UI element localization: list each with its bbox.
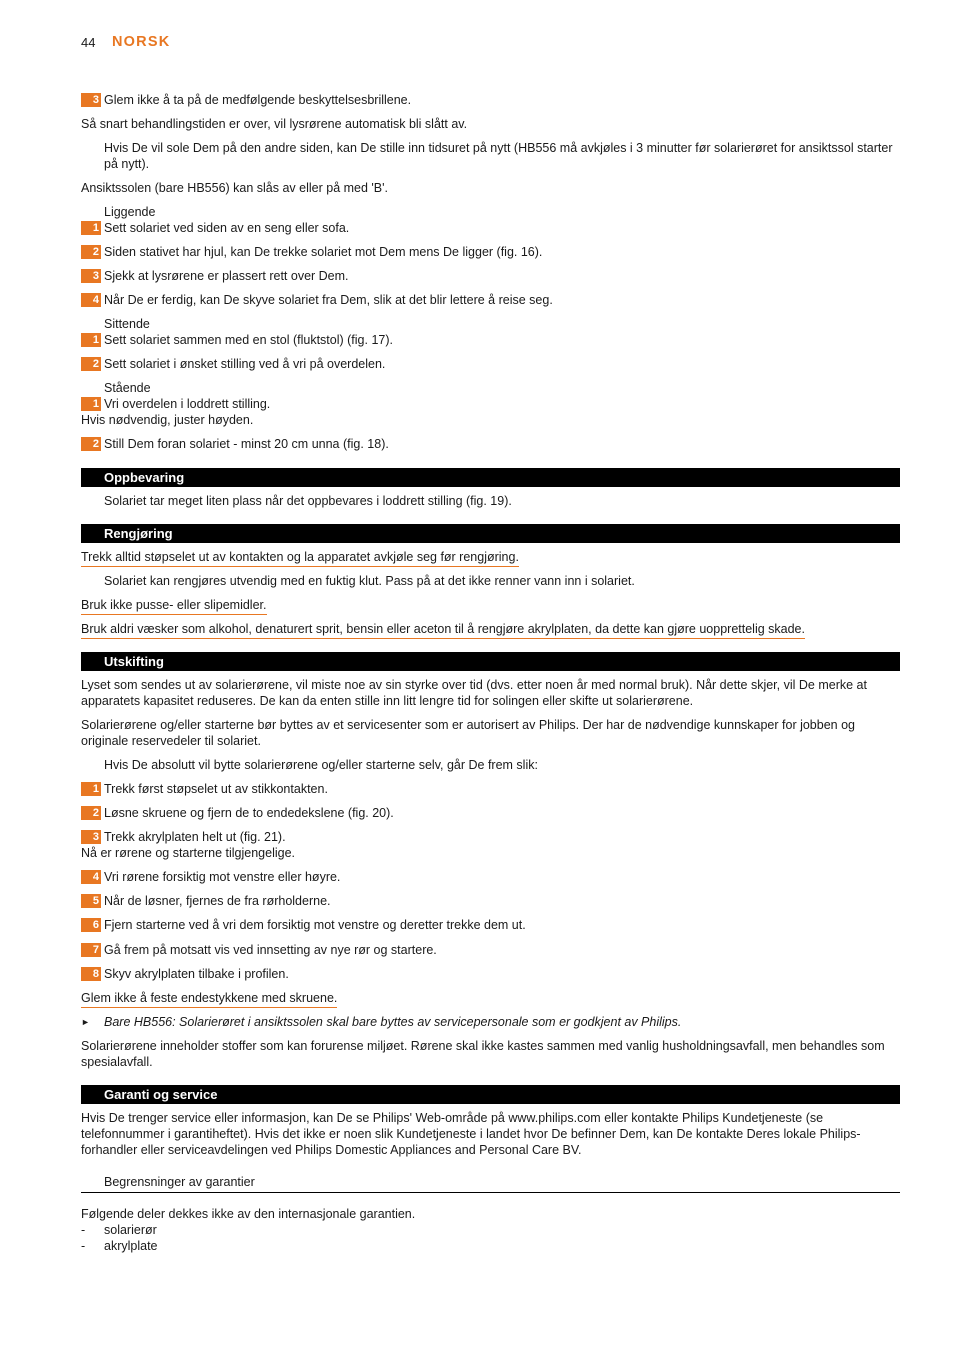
step-number: 3 — [81, 830, 101, 844]
utskifting-bullet-note — [81, 1014, 924, 1030]
step-text: Vri overdelen i loddrett stilling. — [104, 397, 271, 411]
utskifting-step-4 — [81, 869, 901, 885]
section-heading-rengjoring: Rengjøring — [81, 524, 900, 543]
oppbevaring-text: Solariet tar meget liten plass når det oppbevares i loddrett stilling (fig. 19). — [104, 494, 512, 508]
bullet-arrow-icon: ► — [81, 1017, 90, 1027]
step-number: 3 — [81, 269, 101, 283]
intro-step-3 — [81, 92, 901, 108]
step-number: 1 — [81, 333, 101, 347]
step-text: Still Dem foran solariet - minst 20 cm unna (fig. 18). — [104, 437, 389, 451]
step-text: Sett solariet i ønsket stilling ved å vri på overdelen. — [104, 357, 386, 371]
warning-text: Bruk aldri væsker som alkohol, denaturert sprit, bensin eller aceton til å rengjøre akrylplaten, da dette kan gjøre uopprettelig skade. — [81, 622, 805, 639]
paragraph-other-side: Hvis De vil sole Dem på den andre siden, kan De stille inn tidsuret på nytt (HB556 må avkjøles i 3 minutter før solarierøret for ansiktssol starter på nytt). — [104, 141, 893, 171]
subheading-staende: Stående — [104, 381, 151, 395]
garanti-paragraph-1: Hvis De trenger service eller informasjon, kan De se Philips' Web-område på www.philips.com eller kontakte Philips Kundetjeneste (se telefonnummer i garantiheftet). Hvis det ikke er noen slik Kundetjeneste i landet hvor De befinner Dem, kan De kontakte Deres lokale Philips-forhandler eller serviceavdelingen ved Philips Domestic Appliances and Personal Care BV. — [81, 1111, 861, 1157]
divider-rule — [81, 1192, 900, 1193]
step-number: 2 — [81, 437, 101, 451]
utskifting-step-7 — [81, 942, 901, 958]
warning-text: Glem ikke å feste endestykkene med skruene. — [81, 991, 337, 1008]
section-heading-oppbevaring: Oppbevaring — [81, 468, 900, 487]
step-number: 1 — [81, 782, 101, 796]
step-text: Fjern starterne ved å vri dem forsiktig mot venstre og deretter trekke dem ut. — [104, 918, 526, 932]
step-text: Gå frem på motsatt vis ved innsetting av nye rør og startere. — [104, 943, 437, 957]
step-number: 7 — [81, 943, 101, 957]
utskifting-paragraph-4: Solarierørene inneholder stoffer som kan forurense miljøet. Rørene skal ikke kastes sammen med vanlig husholdningsavfall, men behandles som spesialavfall. — [81, 1039, 885, 1069]
utskifting-step-3 — [81, 829, 901, 845]
subheading-sittende: Sittende — [104, 317, 150, 331]
step-number: 8 — [81, 967, 101, 981]
step-text: Glem ikke å ta på de medfølgende beskyttelsesbrillene. — [104, 93, 412, 107]
step-text: Trekk først støpselet ut av stikkontakten. — [104, 782, 328, 796]
rengjoring-warning-2 — [81, 597, 901, 615]
step-number: 4 — [81, 870, 101, 884]
rengjoring-warning-1 — [81, 549, 901, 567]
liggende-step-1 — [81, 220, 901, 236]
dash-marker: - — [81, 1239, 86, 1253]
utskifting-paragraph-1: Lyset som sendes ut av solarierørene, vil miste noe av sin styrke over tid (dvs. etter noen år med normal bruk). Når dette skjer, vil De merke at apparatets kapasitet reduseres. De kan da enten stille inn litt lengre tid for solingen eller skifte ut solarierørene. — [81, 678, 867, 708]
step-number: 6 — [81, 918, 101, 932]
step-number: 3 — [81, 93, 101, 107]
paragraph-face-sun: Ansiktssolen (bare HB556) kan slås av eller på med 'B'. — [81, 181, 389, 195]
bullet-text: Bare HB556: Solarierøret i ansiktssolen skal bare byttes av servicepersonale som er godkjent av Philips. — [104, 1015, 682, 1029]
sittende-step-1 — [81, 332, 901, 348]
step-text: Sett solariet sammen med en stol (fluktstol) (fig. 17). — [104, 333, 393, 347]
utskifting-paragraph-3: Hvis De absolutt vil bytte solarierørene og/eller starterne selv, går De frem slik: — [104, 758, 538, 772]
utskifting-step-1 — [81, 781, 901, 797]
page-number: 44 — [81, 35, 96, 50]
step-text: Vri rørene forsiktig mot venstre eller høyre. — [104, 870, 341, 884]
warning-text: Trekk alltid støpselet ut av kontakten og la apparatet avkjøle seg før rengjøring. — [81, 550, 519, 567]
garanti-list-item — [81, 1238, 901, 1254]
garanti-list-item — [81, 1222, 901, 1238]
liggende-step-4 — [81, 292, 901, 308]
staende-step-1-note: Hvis nødvendig, juster høyden. — [81, 413, 254, 427]
step-text: Sjekk at lysrørene er plassert rett over Dem. — [104, 269, 349, 283]
step-text: Skyv akrylplaten tilbake i profilen. — [104, 967, 289, 981]
step-text: Trekk akrylplaten helt ut (fig. 21). — [104, 830, 286, 844]
utskifting-step-5 — [81, 893, 901, 909]
step-text: Siden stativet har hjul, kan De trekke solariet mot Dem mens De ligger (fig. 16). — [104, 245, 543, 259]
liggende-step-3 — [81, 268, 901, 284]
step-number: 1 — [81, 221, 101, 235]
rengjoring-warning-3 — [81, 621, 901, 639]
subheading-liggende: Liggende — [104, 205, 156, 219]
list-item-text: solarierør — [104, 1223, 157, 1237]
dash-marker: - — [81, 1223, 86, 1237]
utskifting-step-6 — [81, 917, 901, 933]
paragraph-auto-off: Så snart behandlingstiden er over, vil lysrørene automatisk bli slått av. — [81, 117, 468, 131]
garanti-subheading: Begrensninger av garantier — [104, 1175, 255, 1189]
rengjoring-text: Solariet kan rengjøres utvendig med en fuktig klut. Pass på at det ikke renner vann inn i solariet. — [104, 574, 635, 588]
step-number: 4 — [81, 293, 101, 307]
list-item-text: akrylplate — [104, 1239, 158, 1253]
step-number: 2 — [81, 245, 101, 259]
sittende-step-2 — [81, 356, 901, 372]
step-text: Løsne skruene og fjern de to endedekslene (fig. 20). — [104, 806, 394, 820]
section-heading-garanti: Garanti og service — [81, 1085, 900, 1104]
section-heading-utskifting: Utskifting — [81, 652, 900, 671]
staende-step-2 — [81, 436, 901, 452]
step-number: 5 — [81, 894, 101, 908]
language-label: NORSK — [112, 34, 171, 50]
utskifting-step-2 — [81, 805, 901, 821]
utskifting-paragraph-2: Solarierørene og/eller starterne bør byttes av et servicesenter som er autorisert av Philips. Der har de nødvendige kunnskaper for jobben og originale reservedeler til solariet. — [81, 718, 855, 748]
staende-step-1 — [81, 396, 901, 412]
garanti-paragraph-2: Følgende deler dekkes ikke av den internasjonale garantien. — [81, 1207, 416, 1221]
utskifting-step-8 — [81, 966, 901, 982]
step-text: Når De er ferdig, kan De skyve solariet fra Dem, slik at det blir lettere å reise seg. — [104, 293, 553, 307]
step-text: Når de løsner, fjernes de fra rørholderne. — [104, 894, 331, 908]
step-number: 2 — [81, 806, 101, 820]
liggende-step-2 — [81, 244, 901, 260]
step-number: 1 — [81, 397, 101, 411]
step-number: 2 — [81, 357, 101, 371]
utskifting-warning — [81, 990, 901, 1008]
utskifting-step-3-note: Nå er rørene og starterne tilgjengelige. — [81, 846, 296, 860]
step-text: Sett solariet ved siden av en seng eller sofa. — [104, 221, 350, 235]
warning-text: Bruk ikke pusse- eller slipemidler. — [81, 598, 267, 615]
